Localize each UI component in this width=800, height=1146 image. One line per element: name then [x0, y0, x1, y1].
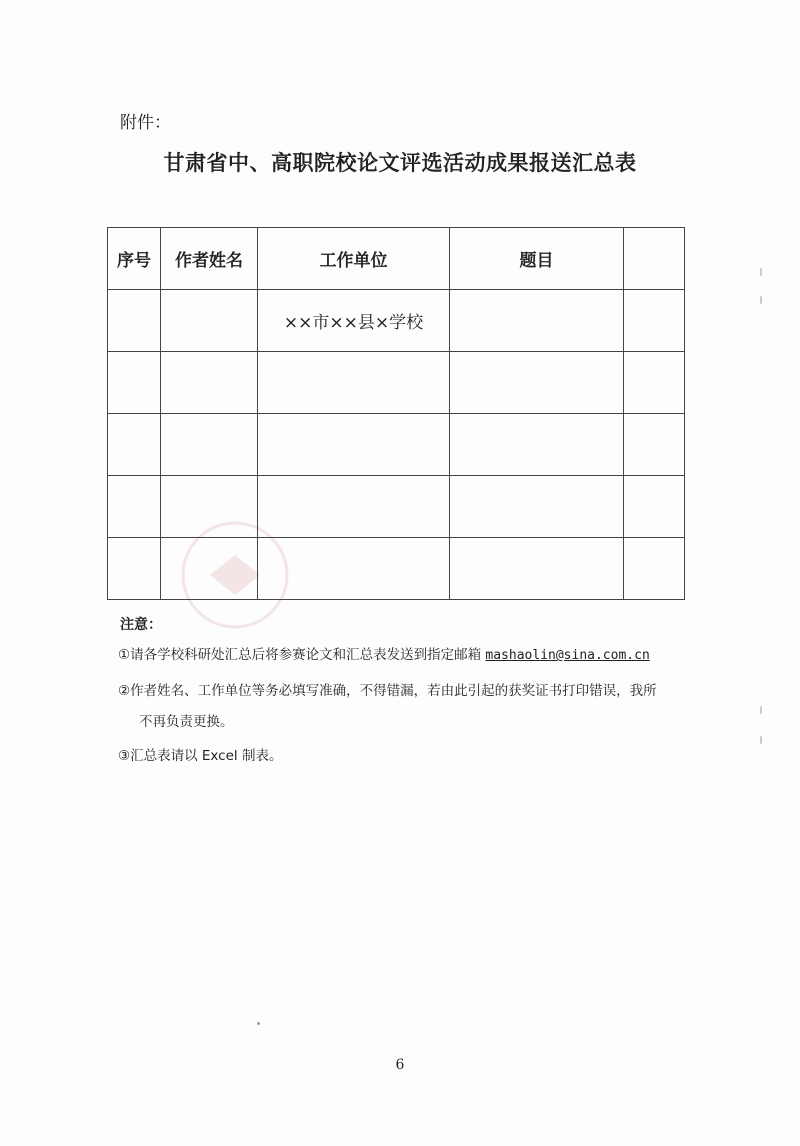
table-cell: [624, 538, 685, 600]
email-link[interactable]: mashaolin@sina.com.cn: [485, 648, 650, 663]
table-cell: [624, 290, 685, 352]
table-cell: [450, 476, 624, 538]
table-row: [108, 290, 685, 352]
table-row: [108, 352, 685, 414]
table-cell: [161, 352, 258, 414]
table-cell: [258, 352, 450, 414]
note-3: ③汇总表请以 Excel 制表。: [118, 748, 283, 764]
table-cell: [624, 352, 685, 414]
note-1: [118, 643, 650, 663]
scan-speck: [257, 1022, 260, 1025]
table-cell: [450, 352, 624, 414]
scan-speck: [760, 736, 762, 744]
table-cell: ××市××县×学校: [258, 290, 450, 352]
table-cell: [108, 476, 161, 538]
table-cell: [161, 414, 258, 476]
table-cell: [108, 290, 161, 352]
scan-speck: [760, 296, 762, 304]
scan-speck: [760, 268, 762, 276]
table-cell: [108, 414, 161, 476]
table-row: [108, 538, 685, 600]
table-cell: [450, 538, 624, 600]
header-work-unit: 工作单位: [258, 228, 450, 290]
table-cell: [161, 476, 258, 538]
table-row: [108, 414, 685, 476]
table-cell: [161, 290, 258, 352]
table-cell: [624, 476, 685, 538]
table-cell: [450, 414, 624, 476]
summary-table: [107, 227, 685, 600]
table-row: [108, 476, 685, 538]
note-2-line-2: 不再负责更换。: [139, 714, 234, 730]
header-author-name: 作者姓名: [161, 228, 258, 290]
header-serial-number: 序号: [108, 228, 161, 290]
table-cell: [258, 476, 450, 538]
document-title: 甘肃省中、高职院校论文评选活动成果报送汇总表: [163, 151, 637, 175]
header-topic: 题目: [450, 228, 624, 290]
note-1-text: ①请各学校科研处汇总后将参赛论文和汇总表发送到指定邮箱: [118, 647, 486, 663]
table-cell: [450, 290, 624, 352]
notes-heading: 注意：: [120, 617, 162, 633]
table-cell: [258, 414, 450, 476]
page-number: 6: [395, 1057, 405, 1073]
table-cell: [624, 414, 685, 476]
table-cell: [258, 538, 450, 600]
table-cell: [161, 538, 258, 600]
table-header-row: [108, 228, 685, 290]
attachment-label: 附件：: [120, 113, 171, 133]
table-cell: [108, 352, 161, 414]
note-2-line-1: ②作者姓名、工作单位等务必填写准确，不得错漏，若由此引起的获奖证书打印错误，我所: [118, 683, 657, 699]
scan-speck: [760, 706, 762, 714]
table-cell: [108, 538, 161, 600]
header-extra: [624, 228, 685, 290]
